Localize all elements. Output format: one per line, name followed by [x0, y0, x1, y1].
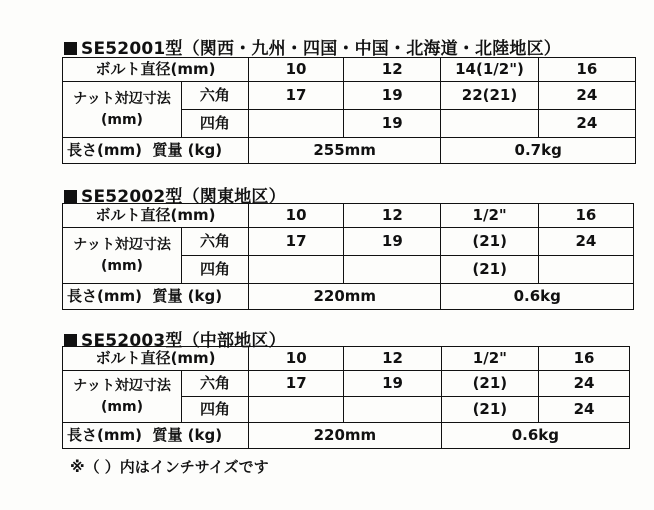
hex-cell: 19	[344, 228, 441, 256]
square-cell: 24	[538, 110, 635, 138]
bolt-cell: 12	[344, 204, 441, 228]
heading-text: SE52001型（関西・九州・四国・中国・北海道・北陸地区）	[81, 39, 561, 59]
bolt-cell: 12	[344, 347, 441, 371]
length-value: 220mm	[249, 423, 442, 449]
hex-cell: 19	[344, 371, 441, 397]
nut-label: ナット対辺寸法 (mm)	[63, 82, 182, 138]
length-mass-row	[63, 284, 634, 310]
square-cell	[441, 110, 538, 138]
bolt-row	[63, 347, 630, 371]
bolt-cell: 1/2"	[441, 347, 538, 371]
hex-cell: 17	[249, 371, 344, 397]
square-label: 四角	[181, 256, 248, 284]
nut-label: ナット対辺寸法 (mm)	[63, 371, 182, 423]
bolt-label: ボルト直径(mm)	[63, 204, 249, 228]
length-label: 長さ(mm)	[67, 141, 142, 159]
mass-value: 0.6kg	[441, 423, 629, 449]
square-label: 四角	[182, 397, 249, 423]
hex-cell: 19	[344, 82, 441, 110]
square-cell	[249, 397, 344, 423]
length-mass-label	[63, 423, 249, 449]
bolt-cell: 12	[344, 58, 441, 82]
bolt-cell: 16	[538, 58, 635, 82]
bolt-cell: 1/2"	[441, 204, 538, 228]
hex-row	[63, 82, 636, 110]
bolt-cell: 10	[249, 204, 344, 228]
spec-table-se52002	[62, 203, 634, 310]
hex-row	[63, 371, 630, 397]
square-cell	[538, 256, 633, 284]
square-cell	[249, 256, 344, 284]
hex-row	[63, 228, 634, 256]
length-label: 長さ(mm)	[67, 287, 142, 305]
hex-label: 六角	[182, 371, 249, 397]
hex-label: 六角	[181, 82, 248, 110]
table-heading	[64, 34, 561, 59]
bolt-cell: 10	[248, 58, 343, 82]
bolt-row	[63, 204, 634, 228]
bolt-label: ボルト直径(mm)	[63, 58, 249, 82]
inch-size-note: ※（ ）内はインチサイズです	[70, 458, 269, 476]
heading-text: SE52002型（関東地区）	[81, 187, 286, 207]
spec-table-se52003	[62, 346, 630, 449]
mass-value: 0.7kg	[441, 138, 636, 164]
square-cell	[248, 110, 343, 138]
square-bullet-icon	[64, 42, 77, 55]
hex-cell: 24	[538, 82, 635, 110]
length-mass-label	[63, 284, 249, 310]
hex-cell: 17	[248, 82, 343, 110]
hex-cell: 17	[249, 228, 344, 256]
nut-label: ナット対辺寸法 (mm)	[63, 228, 182, 284]
bolt-row	[63, 58, 636, 82]
mass-label: 質量 (kg)	[152, 287, 223, 305]
mass-label: 質量 (kg)	[152, 141, 223, 159]
length-value: 255mm	[248, 138, 440, 164]
bolt-label: ボルト直径(mm)	[63, 347, 249, 371]
length-label: 長さ(mm)	[67, 426, 142, 444]
bolt-cell: 16	[539, 347, 630, 371]
length-mass-label	[63, 138, 249, 164]
square-cell	[344, 397, 441, 423]
square-cell: (21)	[441, 397, 538, 423]
square-cell	[344, 256, 441, 284]
length-value: 220mm	[249, 284, 441, 310]
hex-label: 六角	[181, 228, 248, 256]
bolt-cell: 14(1/2")	[441, 58, 538, 82]
spec-table-se52001	[62, 57, 636, 164]
square-cell: 19	[344, 110, 441, 138]
bolt-cell: 16	[538, 204, 633, 228]
heading-text: SE52003型（中部地区）	[81, 331, 286, 351]
mass-label: 質量 (kg)	[152, 426, 223, 444]
hex-cell: 24	[539, 371, 630, 397]
bolt-cell: 10	[249, 347, 344, 371]
square-cell: (21)	[441, 256, 538, 284]
square-cell: 24	[539, 397, 630, 423]
mass-value: 0.6kg	[441, 284, 634, 310]
length-mass-row	[63, 423, 630, 449]
hex-cell: 22(21)	[441, 82, 538, 110]
length-mass-row	[63, 138, 636, 164]
hex-cell: (21)	[441, 371, 538, 397]
square-bullet-icon	[64, 190, 77, 203]
hex-cell: (21)	[441, 228, 538, 256]
hex-cell: 24	[538, 228, 633, 256]
square-label: 四角	[181, 110, 248, 138]
